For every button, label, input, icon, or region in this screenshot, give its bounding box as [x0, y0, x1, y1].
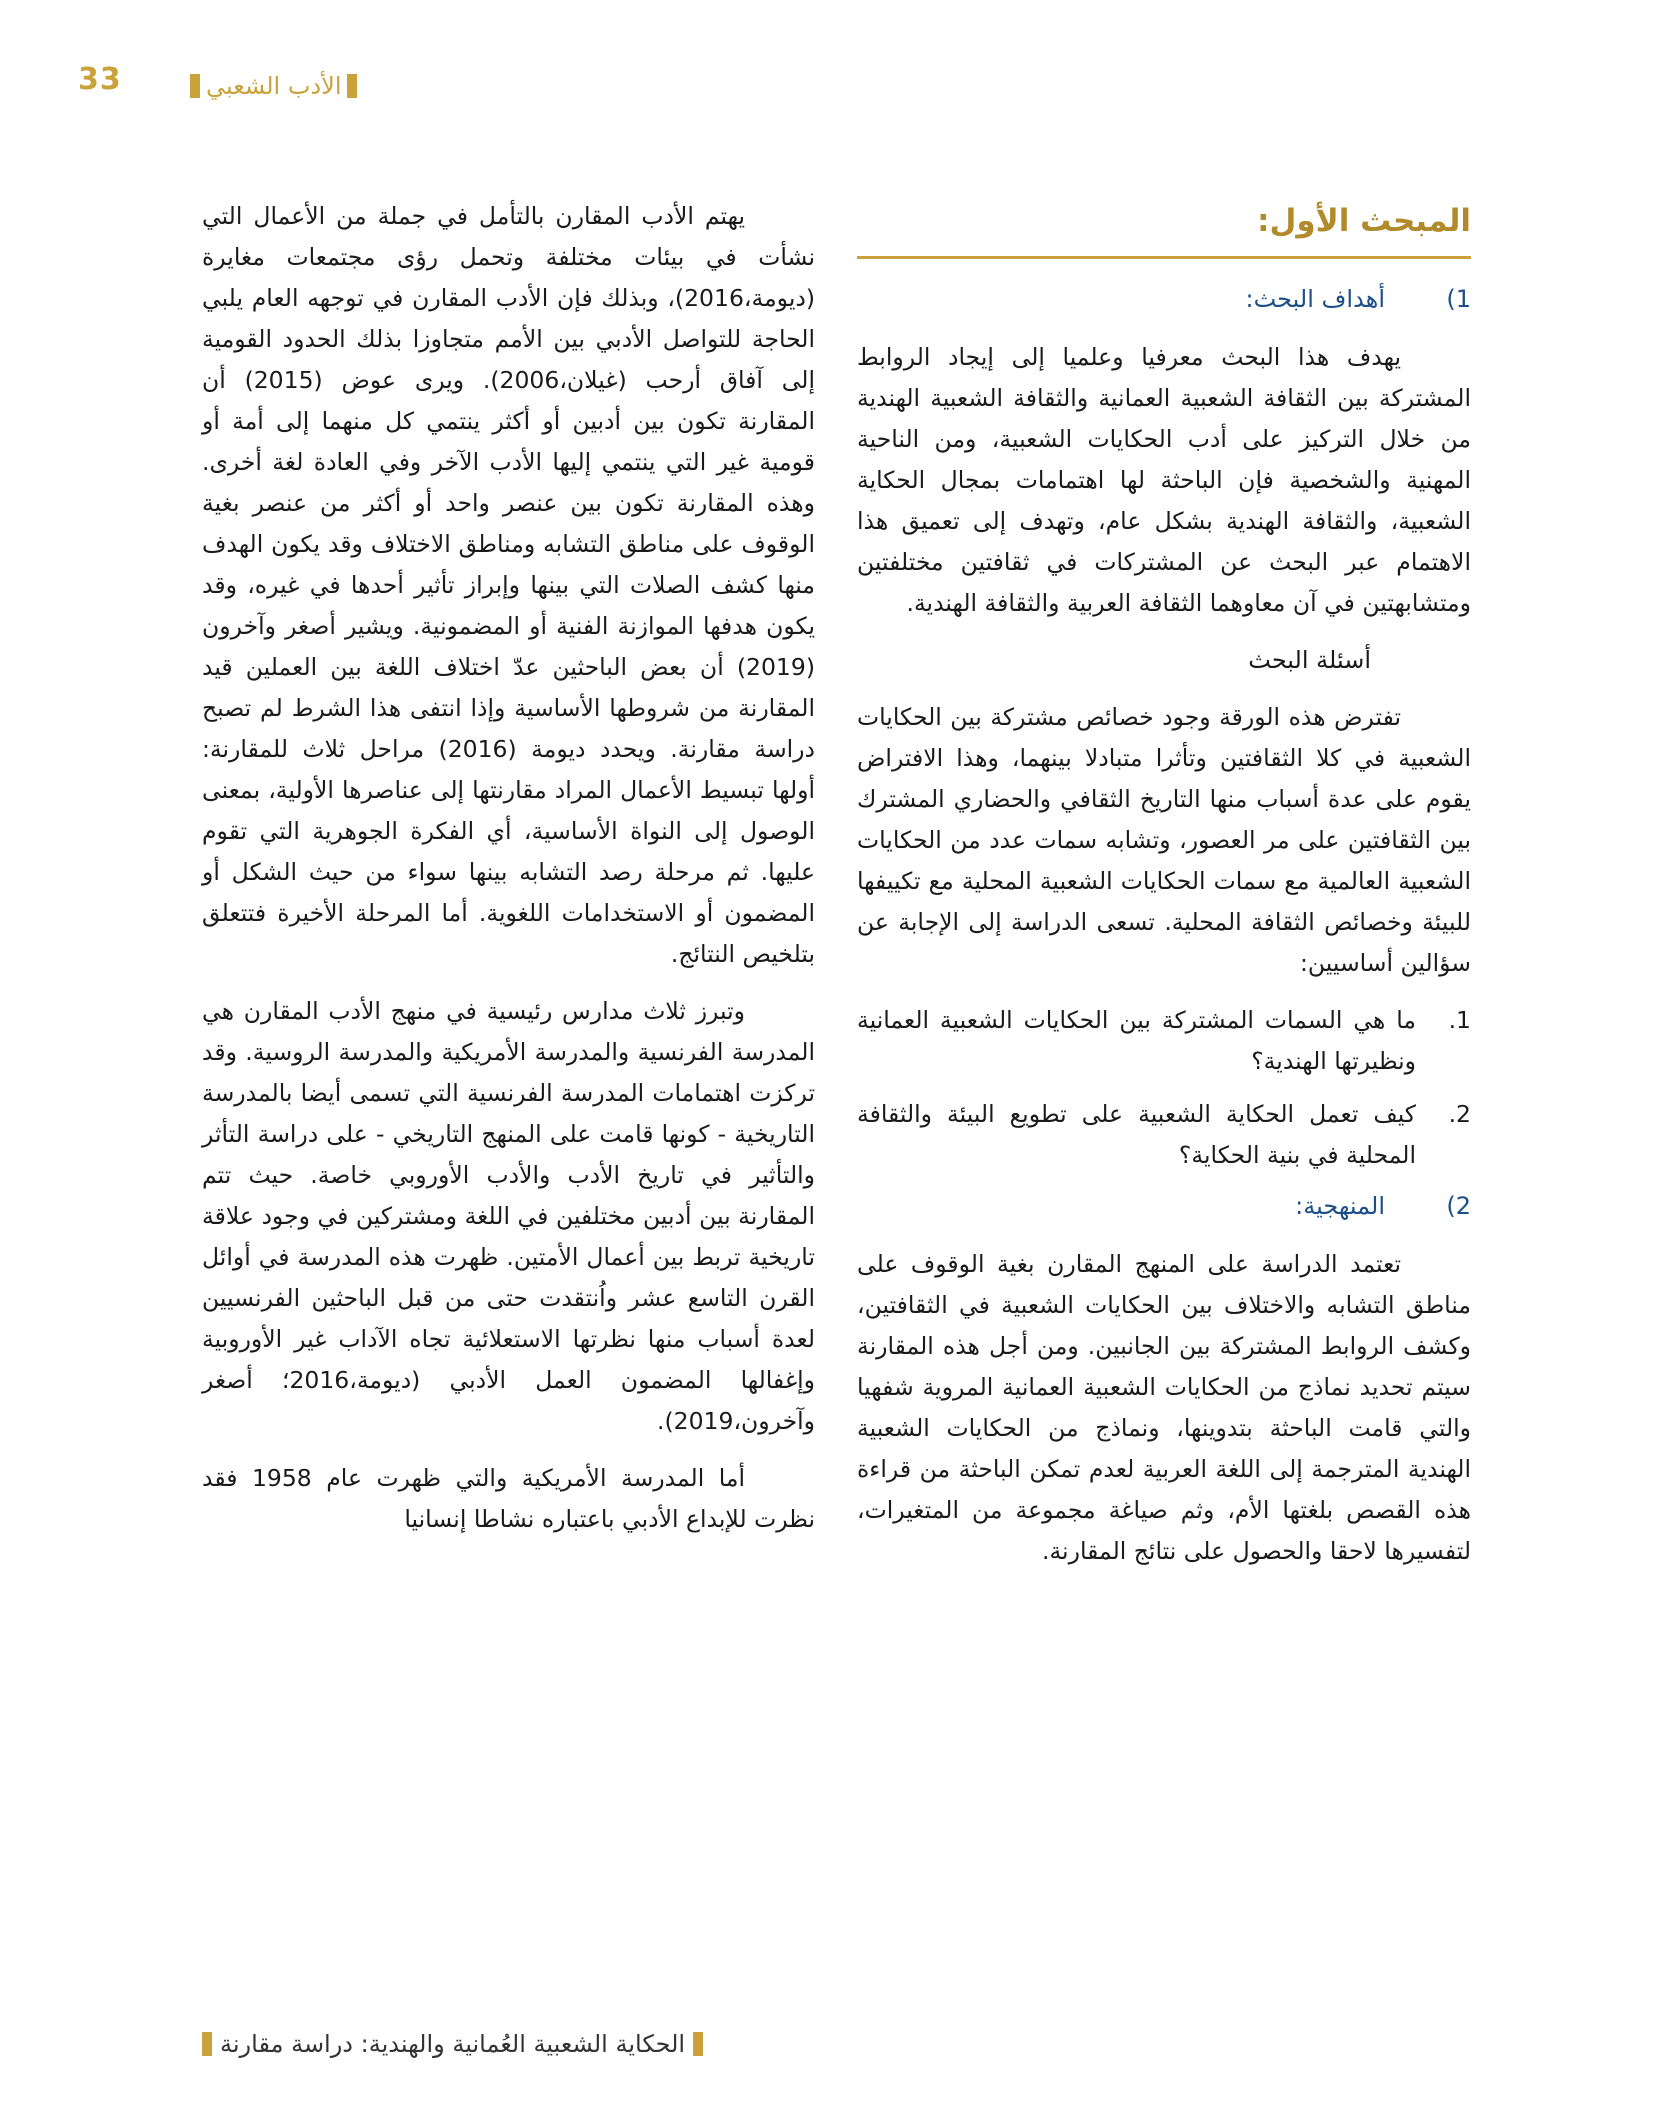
right-column: [857, 196, 1471, 1588]
subheading-number: 2): [1446, 1192, 1471, 1220]
question-item: [857, 1094, 1471, 1176]
brand-bar-right: [347, 74, 357, 98]
questions-paragraph: تفترض هذه الورقة وجود خصائص مشتركة بين الحكايات الشعبية في كلا الثقافتين وتأثرا متبادلا بينهما، وهذا الافتراض يقوم على عدة أسباب منها التاريخ الثقافي والحضاري المشترك بين الثقافتين على مر العصور، وتشابه سمات عدد من الحكايات الشعبية العالمية مع سمات الحكايات الشعبية المحلية مع تكييفها للبيئة وخصائص الثقافة المحلية. تسعى الدراسة إلى الإجابة عن سؤالين أساسيين:: [857, 703, 1471, 977]
magazine-name: الأدب الشعبي: [206, 72, 342, 100]
subheading-goals: [857, 279, 1471, 319]
body-paragraph: أما المدرسة الأمريكية والتي ظهرت عام 1958 فقد نظرت للإبداع الأدبي باعتباره نشاطا إنسانيا: [202, 1464, 815, 1533]
page-number: 33: [78, 62, 122, 97]
subheading-label: أهداف البحث:: [1245, 285, 1385, 313]
questions-heading: أسئلة البحث: [1248, 646, 1371, 674]
left-column: [202, 196, 815, 1556]
subheading-number: 1): [1446, 285, 1471, 313]
goals-paragraph: يهدف هذا البحث معرفيا وعلميا إلى إيجاد الروابط المشتركة بين الثقافة الشعبية العمانية والثقافة الشعبية الهندية من خلال التركيز على أدب الحكايات الشعبية، ومن الناحية المهنية والشخصية فإن الباحثة لها اهتمامات بمجال الحكاية الشعبية، والثقافة الهندية بشكل عام، وتهدف إلى تعميق هذا الاهتمام عبر البحث عن المشتركات في ثقافتين مختلفتين ومتشابهتين في آن معاوهما الثقافة العربية والثقافة الهندية.: [857, 343, 1471, 617]
section-title: المبحث الأول:: [1257, 203, 1471, 239]
subheading-label: المنهجية:: [1295, 1192, 1385, 1220]
subheading-methodology: [857, 1186, 1471, 1226]
magazine-logo: [190, 72, 357, 100]
question-item: [857, 1000, 1471, 1082]
footer-bar-left: [202, 2032, 212, 2056]
footer-article-title: [202, 2030, 703, 2058]
body-paragraph: يهتم الأدب المقارن بالتأمل في جملة من الأعمال التي نشأت في بيئات مختلفة وتحمل رؤى مجتمعات مغايرة (ديومة،2016)، وبذلك فإن الأدب المقارن في توجهه العام يلبي الحاجة للتواصل الأدبي بين الأمم متجاوزا بذلك الحدود القومية إلى آفاق أرحب (غيلان،2006). ويرى عوض (2015) أن المقارنة تكون بين أدبين أو أكثر ينتمي كل منهما إلى أمة أو قومية غير التي ينتمي إليها الأدب الآخر وفي العادة لغة أخرى. وهذه المقارنة تكون بين عنصر واحد أو أكثر من عنصر بغية الوقوف على مناطق التشابه ومناطق الاختلاف وقد يكون الهدف منها كشف الصلات التي بينها وإبراز تأثير أحدها في غيره، وقد يكون هدفها الموازنة الفنية أو المضمونية. ويشير أصغر وآخرون (2019) أن بعض الباحثين عدّ اختلاف اللغة بين العملين قيد المقارنة من شروطها الأساسية وإذا انتفى هذا الشرط لم تصبح دراسة مقارنة. ويحدد ديومة (2016) مراحل ثلاث للمقارنة: أولها تبسيط الأعمال المراد مقارنتها إلى عناصرها الأولية، بمعنى الوصول إلى النواة الأساسية، أي الفكرة الجوهرية التي تقوم عليها. ثم مرحلة رصد التشابه بينها سواء من حيث الشكل أو المضمون أو الاستخدامات اللغوية. أما المرحلة الأخيرة فتتعلق بتلخيص النتائج.: [202, 202, 815, 968]
footer-bar-right: [693, 2032, 703, 2056]
question-text: كيف تعمل الحكاية الشعبية على تطويع البيئة والثقافة المحلية في بنية الحكاية؟: [857, 1100, 1416, 1169]
question-text: ما هي السمات المشتركة بين الحكايات الشعبية العمانية ونظيرتها الهندية؟: [857, 1006, 1416, 1075]
methodology-paragraph: تعتمد الدراسة على المنهج المقارن بغية الوقوف على مناطق التشابه والاختلاف بين الحكايات الشعبية في الثقافتين، وكشف الروابط المشتركة بين الجانبين. ومن أجل هذه المقارنة سيتم تحديد نماذج من الحكايات الشعبية العمانية المروية شفهيا والتي قامت الباحثة بتدوينها، ونماذج من الحكايات الشعبية الهندية المترجمة إلى اللغة العربية لعدم تمكن الباحثة من قراءة هذه القصص بلغتها الأم، وثم صياغة مجموعة من المتغيرات، لتفسيرها لاحقا والحصول على نتائج المقارنة.: [857, 1250, 1471, 1565]
footer-text: الحكاية الشعبية العُمانية والهندية: دراسة مقارنة: [220, 2030, 686, 2058]
question-number: 1.: [1448, 1006, 1471, 1034]
body-paragraph: وتبرز ثلاث مدارس رئيسية في منهج الأدب المقارن هي المدرسة الفرنسية والمدرسة الأمريكية والمدرسة الروسية. وقد تركزت اهتمامات المدرسة الفرنسية التي تسمى أيضا بالمدرسة التاريخية - كونها قامت على المنهج التاريخي - على دراسة التأثر والتأثير في تاريخ الأدب والأدب الأوروبي خاصة. حيث تتم المقارنة بين أدبين مختلفين في اللغة ومشتركين في وجود علاقة تاريخية تربط بين أعمال الأمتين. ظهرت هذه المدرسة في أوائل القرن التاسع عشر واُنتقدت حتى من قبل الباحثين الفرنسيين لعدة أسباب منها نظرتها الاستعلائية تجاه الآداب غير الأوروبية وإغفالها المضمون العمل الأدبي (ديومة،2016؛ أصغر وآخرون،2019).: [202, 997, 815, 1435]
title-divider: [857, 256, 1471, 259]
brand-bar-left: [190, 74, 200, 98]
question-number: 2.: [1448, 1100, 1471, 1128]
